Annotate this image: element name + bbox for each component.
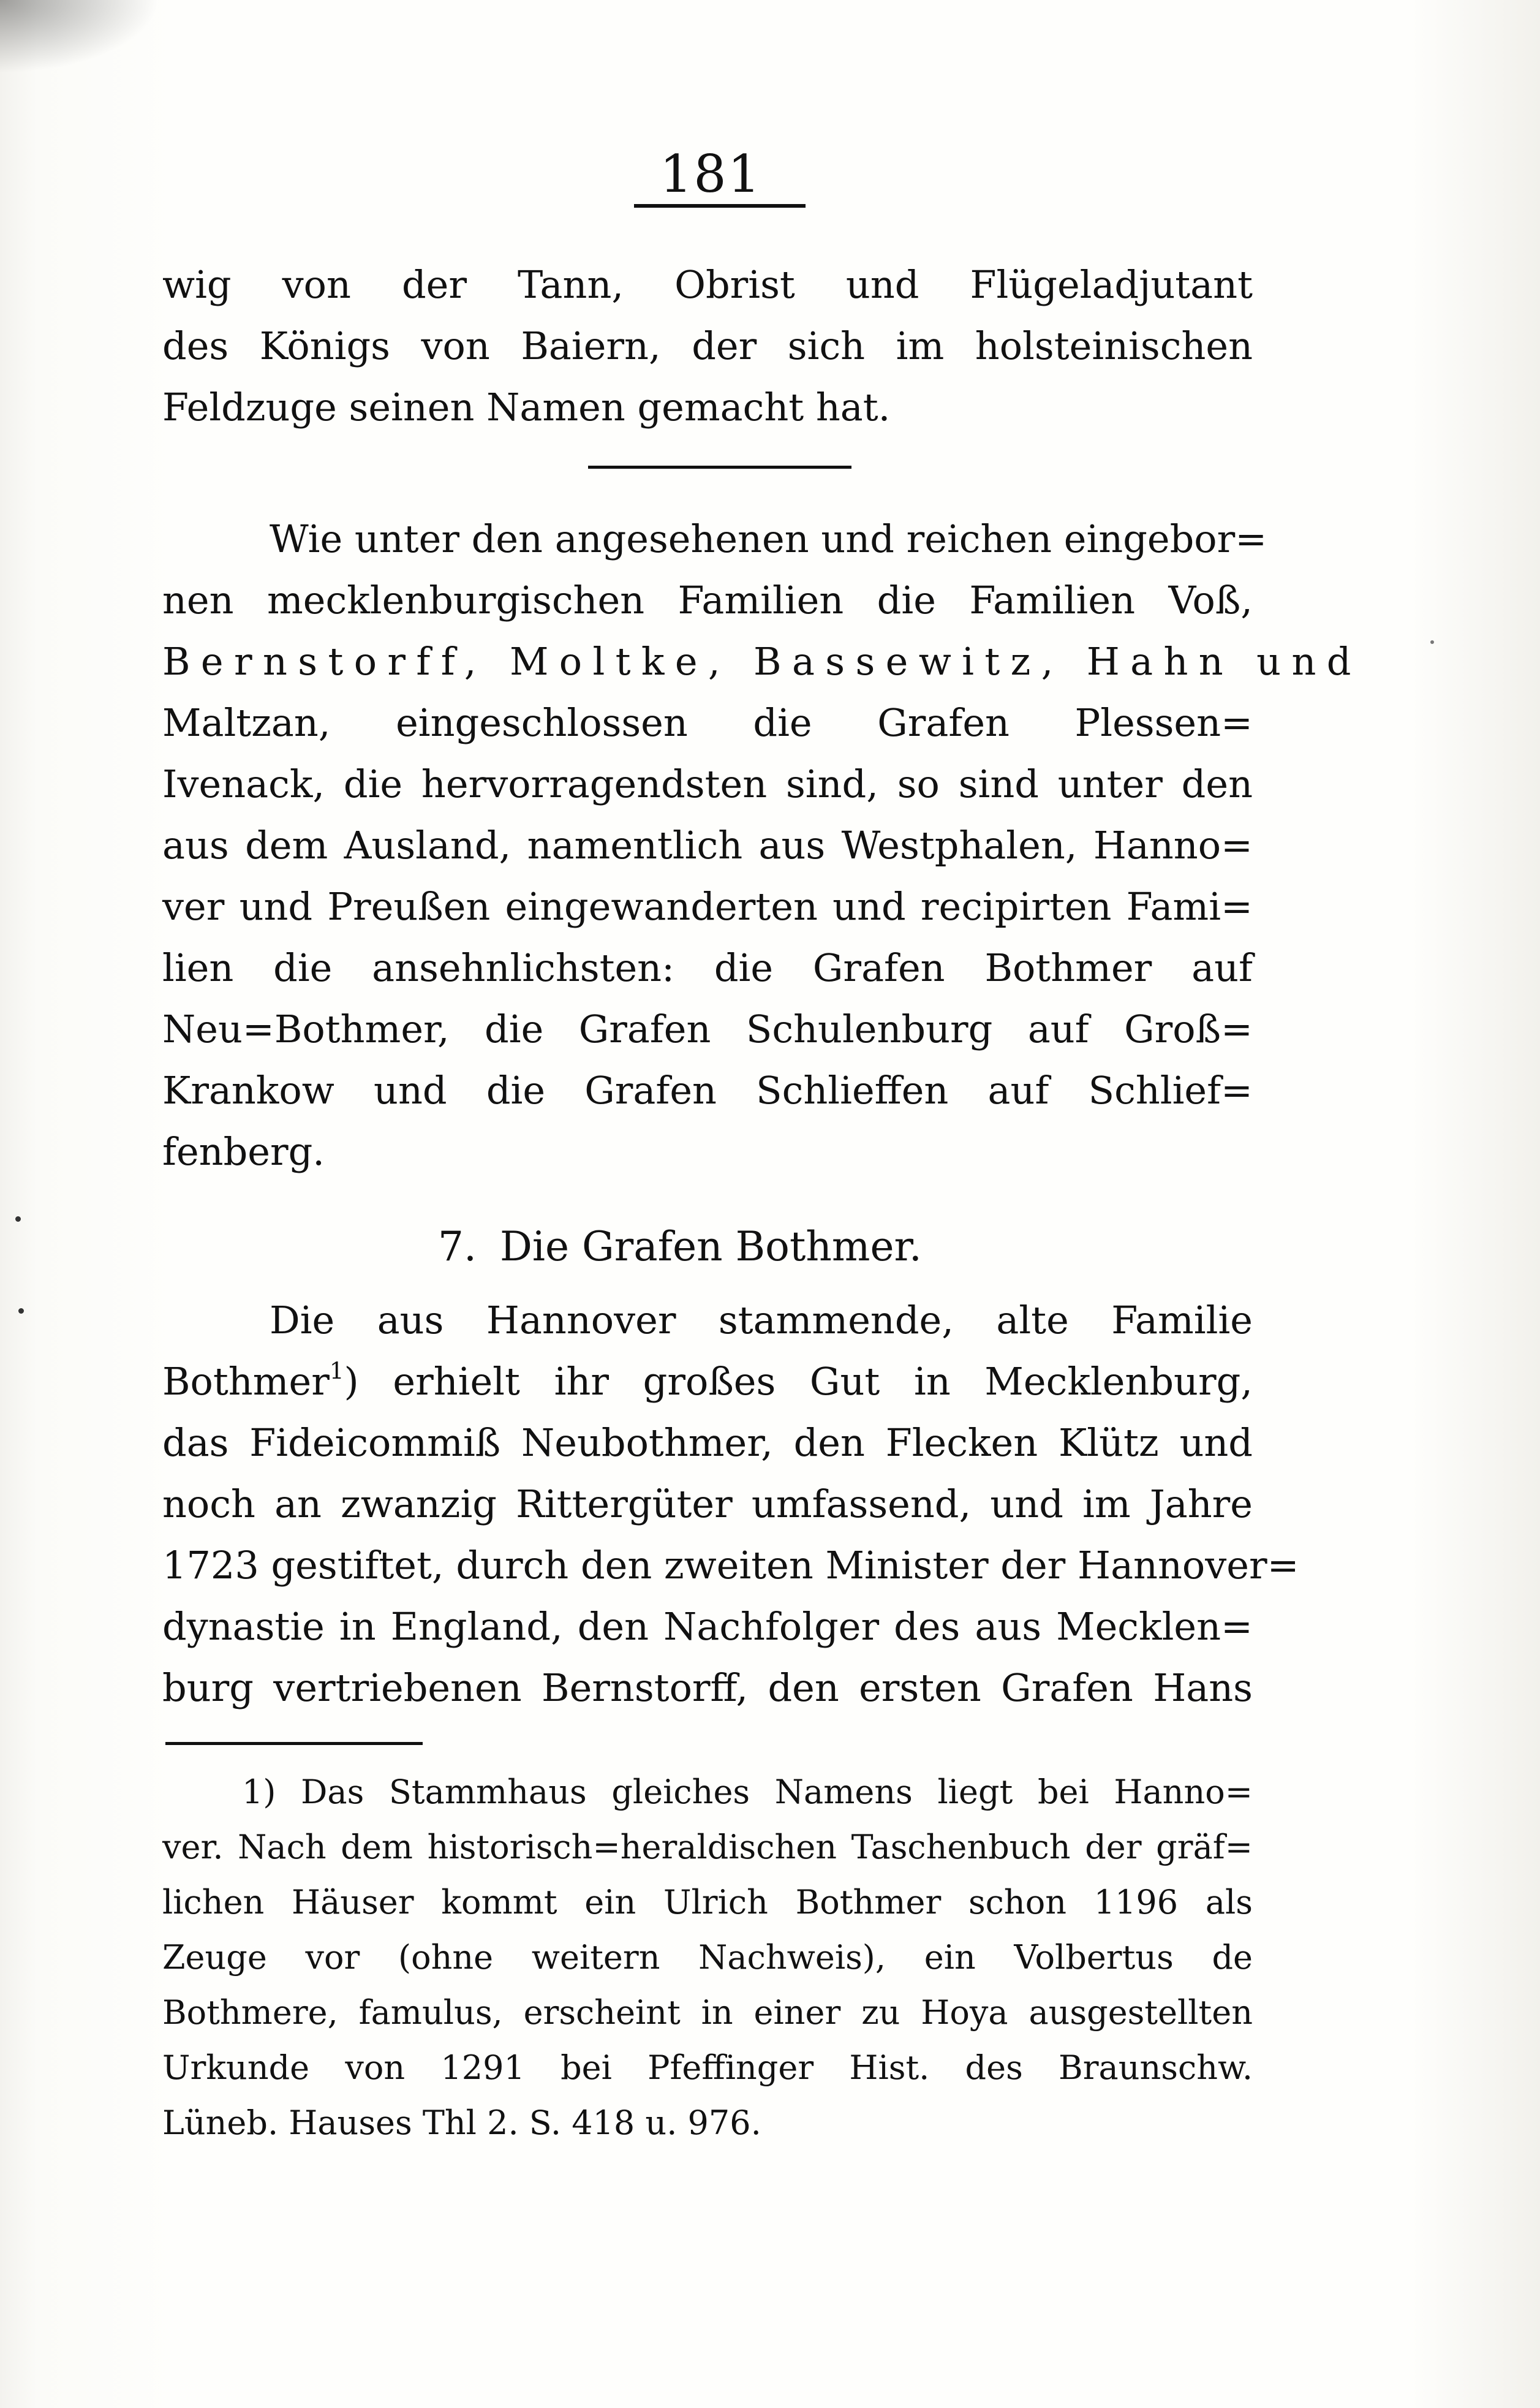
text-line: ver und Preußen eingewanderten und recipirten Fami= <box>162 884 1253 929</box>
text-line: lien die ansehnlichsten: die Grafen Bothmer auf <box>162 945 1253 990</box>
footnote-marker[interactable]: 1 <box>329 1357 344 1384</box>
text-line: Bernstorff, Moltke, Bassewitz, Hahn und <box>162 639 1362 684</box>
section-title: Die Grafen Bothmer. <box>499 1223 922 1270</box>
text-line: Die aus Hannover stammende, alte Familie <box>270 1298 1253 1342</box>
text-line: noch an zwanzig Rittergüter umfassend, und im Jahre <box>162 1482 1253 1526</box>
text-line: wig von der Tann, Obrist und Flügeladjutant <box>162 262 1253 307</box>
section-heading <box>438 1216 922 1278</box>
footnote-line: Urkunde von 1291 bei Pfeffinger Hist. des Braunschw. <box>162 2048 1253 2087</box>
text-line: Feldzuge seinen Namen gemacht hat. <box>162 385 891 430</box>
footnote-line: Lüneb. Hauses Thl 2. S. 418 u. 976. <box>162 2103 761 2142</box>
header-rule <box>634 204 806 208</box>
text-line: Neu=Bothmer, die Grafen Schulenburg auf Groß= <box>162 1007 1253 1051</box>
scan-speck <box>15 1216 21 1222</box>
footnote-rule <box>165 1742 423 1745</box>
scan-corner-shadow <box>0 0 159 74</box>
footnote-line: Zeuge vor (ohne weitern Nachweis), ein Volbertus de <box>162 1938 1253 1977</box>
text-line: 1723 gestiftet, durch den zweiten Minister der Hannover= <box>162 1543 1299 1588</box>
text-line: Maltzan, eingeschlossen die Grafen Plessen= <box>162 700 1253 745</box>
section-divider <box>588 466 851 469</box>
footnote-line: lichen Häuser kommt ein Ulrich Bothmer schon 1196 als <box>162 1883 1253 1921</box>
family-name: Bothmer <box>162 1359 330 1404</box>
text-line: Wie unter den angesehenen und reichen eingebor= <box>270 517 1267 561</box>
text-line: burg vertriebenen Bernstorff, den ersten Grafen Hans <box>162 1665 1253 1710</box>
text-line: das Fideicommiß Neubothmer, den Flecken Klütz und <box>162 1420 1253 1465</box>
text-line: aus dem Ausland, namentlich aus Westphalen, Hanno= <box>162 823 1253 868</box>
families-paragraph <box>162 509 1362 1183</box>
footnote-line: 1) Das Stammhaus gleiches Namens liegt bei Hanno= <box>242 1773 1253 1811</box>
text-line: Ivenack, die hervorragendsten sind, so sind unter den <box>162 762 1253 806</box>
footnote <box>162 1765 1253 2151</box>
text-line: nen mecklenburgischen Familien die Familien Voß, <box>162 578 1253 623</box>
bothmer-paragraph <box>162 1290 1299 1719</box>
footnote-line: ver. Nach dem historisch=heraldischen Taschenbuch der gräf= <box>162 1828 1253 1866</box>
text-line <box>162 1351 1253 1412</box>
section-number: 7. <box>438 1223 477 1270</box>
text-line: Krankow und die Grafen Schlieffen auf Schlief= <box>162 1068 1253 1113</box>
footnote-line: Bothmere, famulus, erscheint in einer zu Hoya ausgestellten <box>162 1993 1253 2032</box>
intro-paragraph <box>162 254 1253 438</box>
page-number: 181 <box>659 144 762 204</box>
scan-speck <box>18 1308 24 1314</box>
text-line: dynastie in England, den Nachfolger des aus Mecklen= <box>162 1604 1253 1649</box>
text-line: fenberg. <box>162 1129 325 1174</box>
scan-speck <box>1430 640 1434 644</box>
text-fragment: ) erhielt ihr großes Gut in Mecklenburg, <box>344 1359 1253 1404</box>
text-line: des Königs von Baiern, der sich im holsteinischen <box>162 324 1253 368</box>
